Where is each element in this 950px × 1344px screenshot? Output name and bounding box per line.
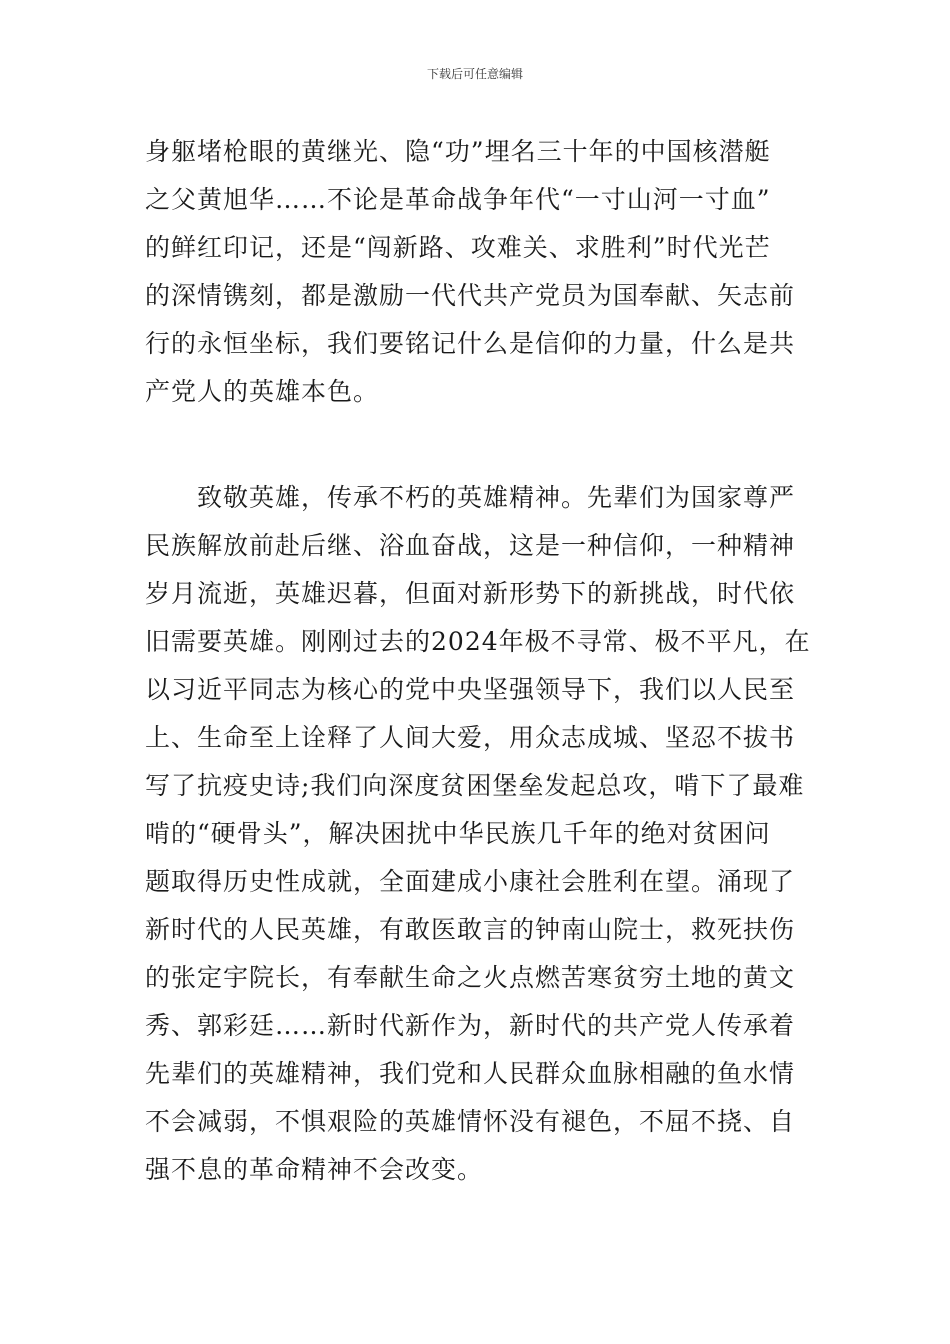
document-body <box>145 128 811 1194</box>
paragraph-line: 强不息的革命精神不会改变。 <box>145 1155 484 1184</box>
paragraph-line: 致敬英雄，传承不朽的英雄精神。先辈们为国家尊严 <box>197 483 796 512</box>
paragraph-line: 以习近平同志为核心的党中央坚强领导下，我们以人民至 <box>145 675 796 704</box>
paragraph-line: 行的永恒坐标，我们要铭记什么是信仰的力量，什么是共 <box>145 329 796 358</box>
paragraph-line: 啃的“硬骨头”，解决困扰中华民族几千年的绝对贫困问 <box>145 819 771 848</box>
paragraph-line: 之父黄旭华……不论是革命战争年代“一寸山河一寸血” <box>145 185 771 214</box>
paragraph-line: 秀、郭彩廷……新时代新作为，新时代的共产党人传承着 <box>145 1011 796 1040</box>
paragraph-line: 写了抗疫史诗;我们向深度贫困堡垒发起总攻，啃下了最难 <box>145 771 805 800</box>
paragraph-line: 旧需要英雄。刚刚过去的2024年极不寻常、极不平凡，在 <box>145 627 811 656</box>
paragraph-line: 产党人的英雄本色。 <box>145 377 380 406</box>
paragraph-heroes-memory <box>145 128 805 416</box>
paragraph-line: 民族解放前赴后继、浴血奋战，这是一种信仰，一种精神 <box>145 531 796 560</box>
paragraph-line: 岁月流逝，英雄迟暮，但面对新形势下的新挑战，时代依 <box>145 579 796 608</box>
paragraph-line: 先辈们的英雄精神，我们党和人民群众血脉相融的鱼水情 <box>145 1059 796 1088</box>
paragraph-line: 的鲜红印记，还是“闯新路、攻难关、求胜利”时代光芒 <box>145 233 771 262</box>
paragraph-line: 新时代的人民英雄，有敢医敢言的钟南山院士，救死扶伤 <box>145 915 796 944</box>
paragraph-spacer <box>145 416 805 474</box>
paragraph-line: 上、生命至上诠释了人间大爱，用众志成城、坚忍不拔书 <box>145 723 796 752</box>
paragraph-salute-heroes <box>145 474 811 1194</box>
paragraph-line: 的张定宇院长，有奉献生命之火点燃苦寒贫穷土地的黄文 <box>145 963 796 992</box>
paragraph-line: 身躯堵枪眼的黄继光、隐“功”埋名三十年的中国核潜艇 <box>145 137 771 166</box>
paragraph-line: 题取得历史性成就，全面建成小康社会胜利在望。涌现了 <box>145 867 796 896</box>
paragraph-line: 不会减弱，不惧艰险的英雄情怀没有褪色，不屈不挠、自 <box>145 1107 796 1136</box>
page-header-note: 下载后可任意编辑 <box>426 67 523 81</box>
paragraph-line: 的深情镌刻，都是激励一代代共产党员为国奉献、矢志前 <box>145 281 796 310</box>
